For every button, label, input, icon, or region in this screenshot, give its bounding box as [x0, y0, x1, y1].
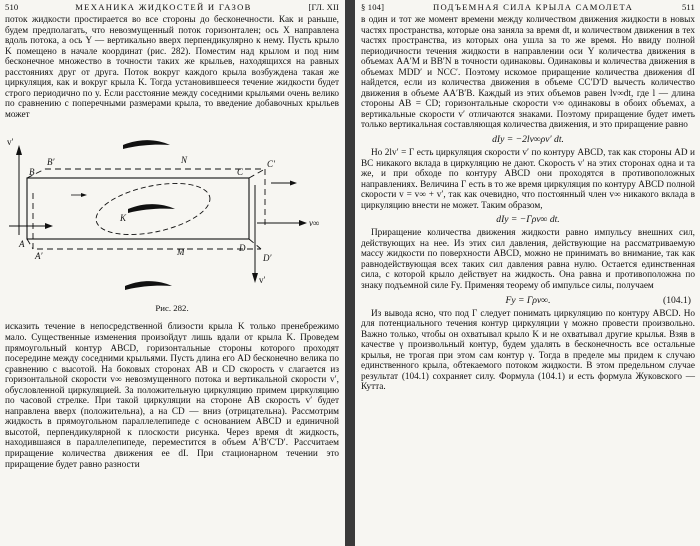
section-reference: § 104] [361, 2, 385, 12]
label-c: C [237, 167, 244, 178]
wing-profile-top [123, 141, 170, 150]
running-title: ПОДЪЕМНАЯ СИЛА КРЫЛА САМОЛЕТА [432, 2, 634, 12]
wing-flow-diagram [5, 123, 339, 303]
label-a: A [19, 239, 25, 250]
formula-text: dIy = −Γρv∞ dt. [496, 214, 560, 226]
arrowhead-right [299, 220, 307, 226]
equation-number: (104.1) [663, 294, 691, 306]
label-c-prime: C′ [267, 159, 275, 170]
dashed-contour-lower [33, 193, 261, 249]
arrowhead-down [252, 273, 258, 283]
paragraph: в один и тот же момент времени между количеством движения жидкости в новых частях пространства, которые она заняла за время dt, и количеством движения в тех частях пространства, из которых она ушла за то же время. Но ввиду полной периодичности течения жидкости в направлении оси Y количества движения в объемах AA′M и BB′N в точности одинаковы. Одинаковы и количества движения в объемах MDD′ и NCC′. Поэтому искомое приращение количества движения dI найдется, если из количества движения в объеме CC′D′D вычесть количество движения в объеме AA′B′B. Каждый из этих объемов равен lv∞dt, где l — длина стороны AB = CD; горизонтальные скорости v∞ одинаковы в обоих объемах, а вертикальные скорости v′ отличаются знаками. Поэтому приращение будет иметь только вертикальная составляющая количества движения, и это приращение равно [361, 15, 695, 131]
formula-text: Fy = Γρv∞. [505, 294, 551, 306]
figure-282 [5, 123, 339, 322]
label-a-prime: A′ [35, 251, 43, 262]
left-page [0, 0, 345, 546]
arrowhead-right [45, 223, 53, 229]
paragraph: Приращение количества движения жидкости равно импульсу внешних сил, действующих на нее. Из этих сил давления, действующие на рассматриваемую массу жидкости по поверхности ABCD, можно не принимать во внимание, так как равнодействующая всех таких сил давления равна нулю. Остается единственная сила, с которой крыло действует на жидкость. Она равна и противоположна по знаку подъемной силе Fy. Применяя теорему об импульсе силы, получаем [361, 228, 695, 292]
arrowhead-up [16, 145, 22, 155]
formula [361, 131, 695, 148]
running-head [5, 2, 339, 15]
running-head [361, 2, 695, 15]
paragraph: поток жидкости простирается во все стороны до бесконечности. Как и раньше, будем предполагать, что невозмущенный поток горизонтален; ось X направлена вдоль потока, а ось Y — вертикально вверх перпендикулярно к нему. Пусть крыло K помещено в начале координат (рис. 282). Поместим над крылом и под ним бесконечное множество в точности таких же крыльев, находящихся на равных расстояниях друг от друга. Поток вокруг каждого крыла возбуждена такая же циркуляция, как и вокруг крыла K. Тогда установившееся течение жидкости будет строго периодично по y. Если расстояние между соседними крыльями очень велико по сравнению с поперечными размерами крыла, то введение добавочных крыльев может [5, 15, 339, 120]
formula-text: dIy = −2lv∞ρv′ dt. [492, 134, 564, 146]
label-d: D [239, 243, 246, 254]
figure-caption: Рис. 282. [155, 303, 189, 314]
wing-profile-k [128, 205, 175, 214]
formula [361, 292, 695, 309]
paragraph: исказить течение в непосредственной близости крыла K только пренебрежимо мало. Существенные изменения произойдут лишь вдали от крыла K. Проведем прямоугольный контур ABCD, горизонтальные стороны которого проходят посередине между соседними крыльями. Пусть длина его AD бесконечно велика по сравнению с высотой. На боковых сторонах AB и CD скорость v слагается из горизонтальной скорости v∞ невозмущенного потока и вертикальной скорости v′, обусловленной циркуляцией. За положительную циркуляцию примем циркуляцию по часовой стрелке. При такой циркуляции на стороне AB скорость v′ будет направлена вверх (положительна), а на CD — вниз (отрицательна). Рассмотрим жидкость в прямоугольном параллелепипеде с основанием ABCD и единичной высотой, перпендикулярной к плоскости рисунка. Через время dt жидкость, находившаяся в параллелепипеде, переместится в объем A′B′C′D′. Рассчитаем приращение количества движения ее dI. При стационарном течении это приращение будет равно разности [5, 322, 339, 470]
wing-profile-bottom [125, 282, 172, 291]
label-v-prime-bottom: v′ [259, 275, 266, 286]
label-b: B [29, 167, 35, 178]
arrowhead-right [290, 181, 297, 186]
right-page [355, 0, 700, 546]
page-number: 511 [681, 2, 695, 12]
dashed-connector-cc [249, 169, 265, 178]
page-gutter [345, 0, 355, 546]
paragraph: Но 2lv′ = Γ есть циркуляция скорости v′ по контуру ABCD, так как стороны AD и BC никакого вклада в циркуляцию не дают. Скорость v′ на этих сторонах одна и та же, и при обходе по контуру ABCD они проходятся в противоположных направлениях. Величина Γ есть в то же время циркуляция по контуру ABCD полной скорости v = v∞ + v′, так как очевидно, что постоянный член v∞ никакого вклада в циркуляцию внести не может. Таким образом, [361, 148, 695, 211]
label-k: K [120, 213, 127, 224]
running-title: МЕХАНИКА ЖИДКОСТЕЙ И ГАЗОВ [75, 2, 252, 12]
label-v-infinity: v∞ [309, 218, 320, 229]
label-b-prime: B′ [47, 157, 55, 168]
formula [361, 211, 695, 228]
label-d-prime: D′ [263, 253, 272, 264]
dashed-connector-aa [27, 239, 33, 249]
label-v-prime: v′ [7, 137, 14, 148]
chapter-reference: [ГЛ. XII [308, 2, 339, 12]
label-n: N [181, 155, 188, 166]
arrowhead-right [81, 193, 87, 197]
paragraph: Из вывода ясно, что под Γ следует понимать циркуляцию по контуру ABCD. Но для потенциального течения контур циркуляции γ можно провести произвольно. Важно только, чтобы он охватывал крыло K и не охватывал другие крылья. Взяв в качестве γ произвольный контур, будем удалять в бесконечность все остальные крылья, не трогая при этом сам контур γ. Тогда в пределе мы придем к случаю единственного крыла, обтекаемого потоком жидкости. В этом предельном случае результат (104.1) сохраняет силу. Формула (104.1) и есть формула Жуковского — Кутта. [361, 308, 695, 393]
page-number: 510 [5, 2, 19, 12]
label-m: M [177, 247, 185, 258]
